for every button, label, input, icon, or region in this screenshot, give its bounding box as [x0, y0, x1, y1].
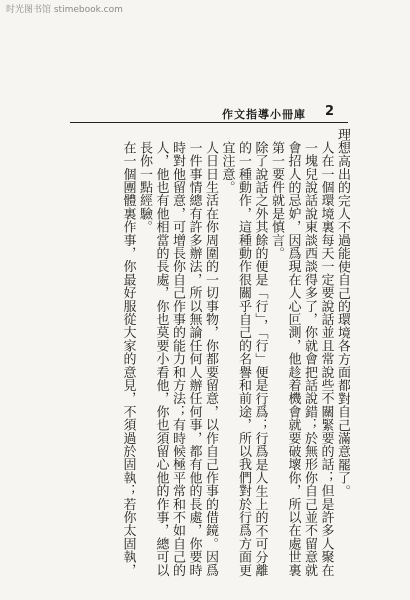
paragraph: 理想高出的完人不過能使自己的環境各方面都對自己滿意罷了。: [335, 128, 350, 498]
paragraph: 除了說話之外其餘的便是「行」，「行」便是行爲；行爲是人生上的不可分離的一種動作，這種動作很關乎自己的名譽和前途，所以我們對於行爲方面更宜注意。: [219, 141, 268, 577]
vertical-text-body: [78, 128, 350, 588]
header-divider: [70, 122, 348, 123]
site-watermark: 时光图书馆 stimebook.com: [6, 5, 123, 15]
page-number: 2: [325, 104, 335, 119]
running-header-title: 作文指導小冊庫: [222, 108, 306, 121]
paragraph: 在一個團體裏作事，你最好服從大家的意見，不須過於固執；若你太固執，: [120, 141, 136, 577]
paragraph: 人在一個環境裏每天一定要說話並且常說些不關緊要的話；但是許多人聚在一塊兒說話說東談西談得多了，你就會把話說錯；於無形你自己並不留意就會招人的忌妒，因爲現在人心叵測，他趁着機會就要破壞你，所以在處世裏第一要件就是慎言。: [269, 141, 334, 577]
paragraph: 人日日生活在你周圍的一切事物，你都要留意，以作自己作事的借鏡。因爲一件事情總有許多辦法，所以無論任何人辦任何事，都有他的長處，你要時時對他留意，可增長你自己作事的能力和方法；有時候極平常和不如自己的人，他也有他相當的長處，你也莫要小看他，你也須留心他的作事，總可以長你一點經驗。: [137, 141, 218, 577]
